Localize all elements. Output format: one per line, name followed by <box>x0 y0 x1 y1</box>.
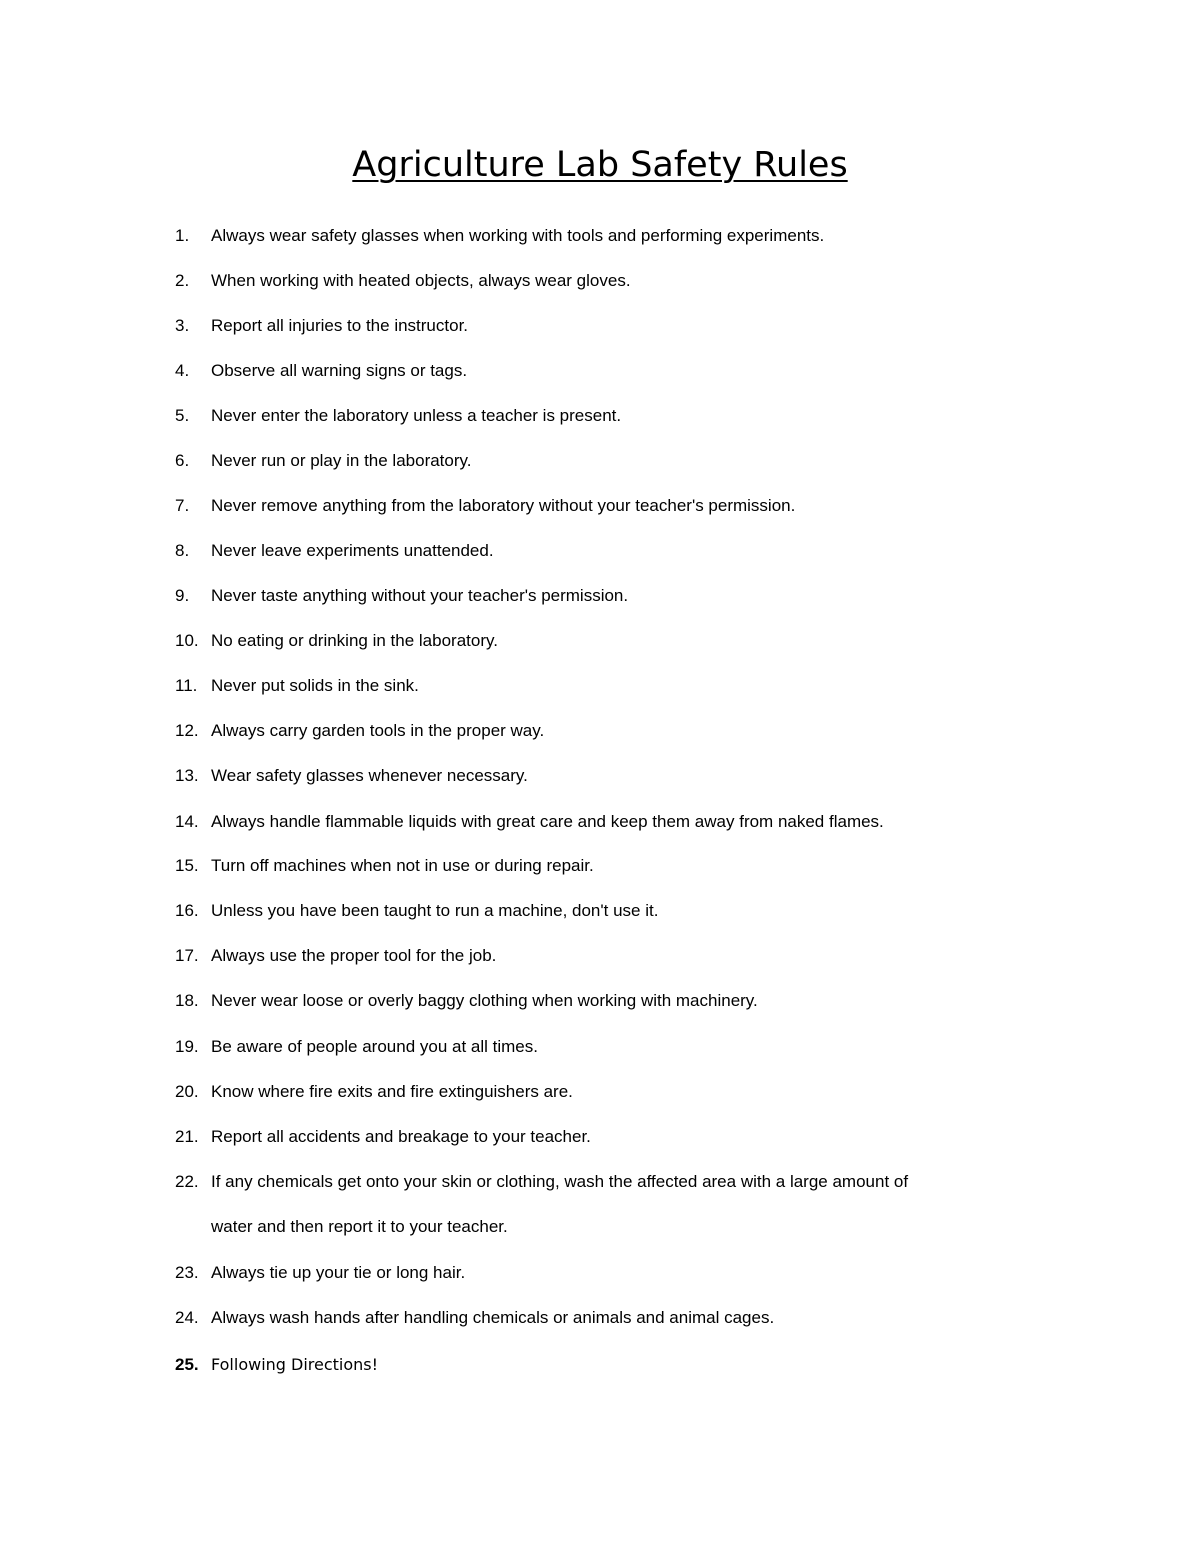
item-number: 9. <box>175 586 190 605</box>
item-number: 11. <box>175 676 198 695</box>
item-number: 3. <box>175 316 190 335</box>
item-text: When working with heated objects, always wear gloves. <box>211 271 631 290</box>
item-text: If any chemicals get onto your skin or clothing, wash the affected area with a large amount of <box>211 1172 909 1191</box>
item-number: 12. <box>175 721 199 740</box>
page-title: Agriculture Lab Safety Rules <box>352 145 848 185</box>
item-text: Never taste anything without your teacher's permission. <box>211 586 629 605</box>
item-text: Unless you have been taught to run a machine, don't use it. <box>211 901 659 920</box>
item-text: Turn off machines when not in use or during repair. <box>211 856 594 875</box>
item-text: Always wear safety glasses when working with tools and performing experiments. <box>211 226 825 245</box>
item-text: Never remove anything from the laboratory without your teacher's permission. <box>211 496 796 515</box>
item-text: Always carry garden tools in the proper way. <box>211 721 545 740</box>
item-number: 5. <box>175 406 190 425</box>
item-number: 13. <box>175 766 199 785</box>
item-text: Be aware of people around you at all times. <box>211 1037 538 1056</box>
item-number: 4. <box>175 361 190 380</box>
item-number: 10. <box>175 631 199 650</box>
item-number: 14. <box>175 812 199 831</box>
item-number: 24. <box>175 1308 199 1327</box>
item-text: Never wear loose or overly baggy clothing when working with machinery. <box>211 991 758 1010</box>
item-number: 18. <box>175 991 199 1010</box>
item-number: 21. <box>175 1127 199 1146</box>
item-text-continuation: water and then report it to your teacher. <box>211 1217 508 1236</box>
item-text: Wear safety glasses whenever necessary. <box>211 766 528 785</box>
item-text: Always handle flammable liquids with great care and keep them away from naked flames. <box>211 812 884 831</box>
item-text: Report all injuries to the instructor. <box>211 316 469 335</box>
item-text: Know where fire exits and fire extinguishers are. <box>211 1082 573 1101</box>
item-number: 20. <box>175 1082 199 1101</box>
item-number: 8. <box>175 541 190 560</box>
item-text: Always use the proper tool for the job. <box>211 946 497 965</box>
item-text: Never put solids in the sink. <box>211 676 419 695</box>
item-number: 7. <box>175 496 190 515</box>
item-text: Observe all warning signs or tags. <box>211 361 468 380</box>
item-number: 1. <box>175 226 190 245</box>
item-text: Never leave experiments unattended. <box>211 541 494 560</box>
item-text: Never enter the laboratory unless a teacher is present. <box>211 406 622 425</box>
item-number: 23. <box>175 1263 199 1282</box>
item-text: Following Directions! <box>211 1355 379 1374</box>
item-text: Report all accidents and breakage to your teacher. <box>211 1127 591 1146</box>
item-number: 6. <box>175 451 190 470</box>
item-text: No eating or drinking in the laboratory. <box>211 631 498 650</box>
item-number: 22. <box>175 1172 199 1191</box>
item-number: 19. <box>175 1037 199 1056</box>
item-number: 2. <box>175 271 190 290</box>
item-text: Never run or play in the laboratory. <box>211 451 472 470</box>
item-number: 15. <box>175 856 199 875</box>
item-text: Always wash hands after handling chemicals or animals and animal cages. <box>211 1308 775 1327</box>
item-number: 17. <box>175 946 199 965</box>
item-text: Always tie up your tie or long hair. <box>211 1263 466 1282</box>
item-number: 25. <box>175 1355 199 1374</box>
item-number: 16. <box>175 901 199 920</box>
